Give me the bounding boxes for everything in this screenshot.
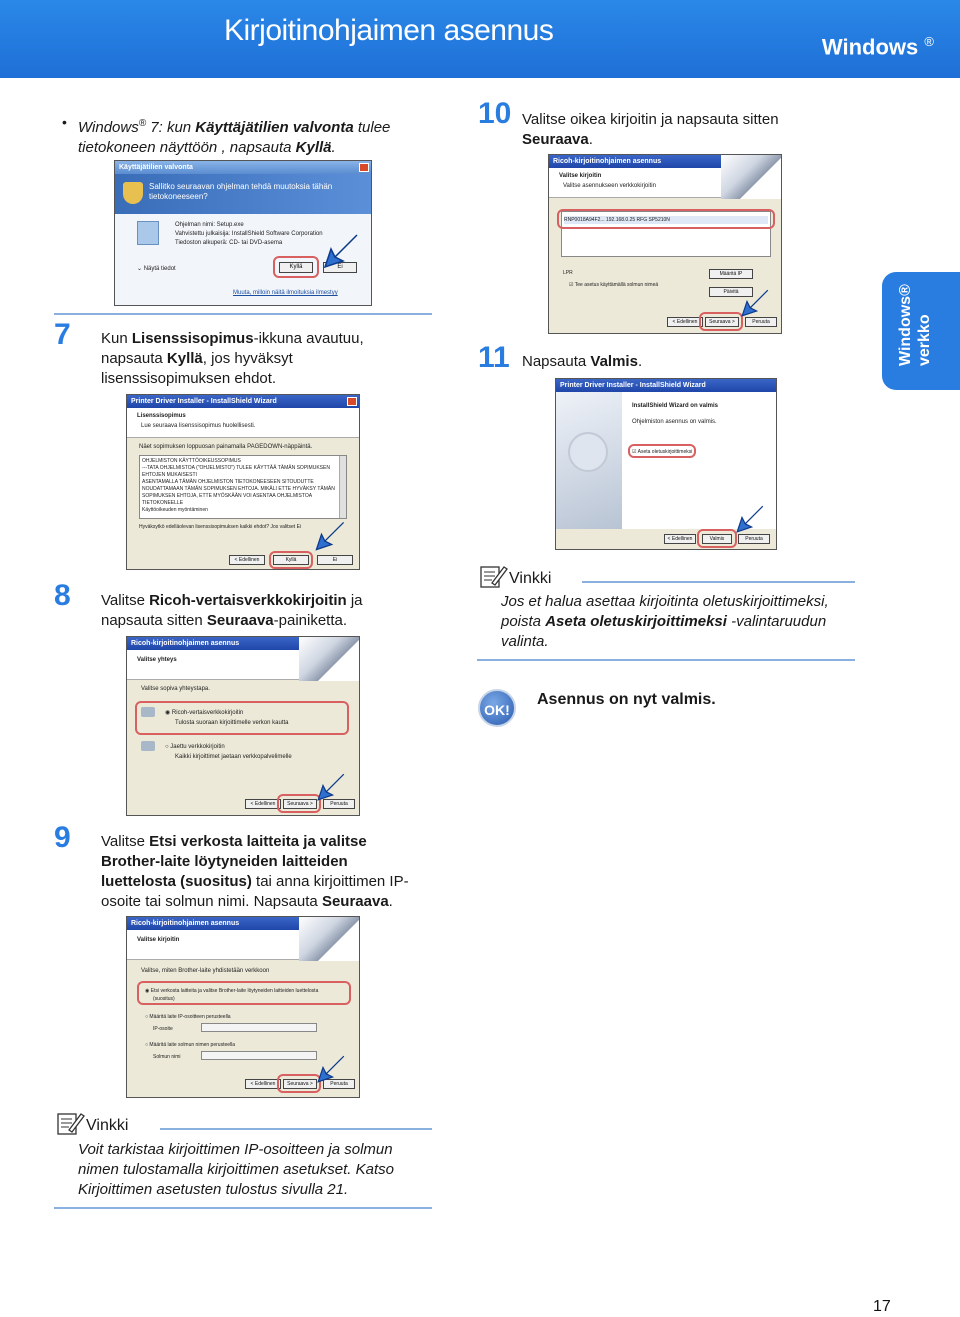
search-ip-label: IP-osoite [153,1026,173,1032]
finish-button[interactable]: Valmis [702,534,732,544]
note-pencil-icon [480,563,508,589]
step9-l3-c: tai anna kirjoittimen IP- [251,873,409,890]
refresh-button[interactable]: Päivitä [709,287,753,297]
step9-l4-a: osoite tai solmun nimi. Napsauta [101,893,322,910]
screenshot-finish [555,378,777,550]
step7-number: 7 [54,318,71,351]
screenshot-uac [114,160,372,306]
bullet-text-b: 7: kun [146,119,196,136]
license-titlebar [127,395,359,408]
step7-text [101,329,431,389]
license-scrollbar[interactable] [339,456,346,518]
tip1-l3: valinta. [501,633,549,650]
highlight-conn-opt1 [135,701,349,735]
finish-head: InstallShield Wizard on valmis [632,403,718,409]
license-question: Hyväksytkö edelläolevan lisenssisopimuksen kaikki ehdot? Jos valitset Ei [139,524,302,530]
license-hint: Näet sopimuksen loppuosan painamalla PAGEDOWN-näppäintä. [139,444,313,450]
step7-l1-a: Kun [101,330,132,347]
highlight-finish [697,529,737,548]
os-name: Windows [821,34,919,60]
search-opt3[interactable] [145,1041,235,1049]
highlight-select-next [699,312,743,331]
tip2-text [78,1140,438,1200]
printer-list-row[interactable]: RNP0018A94F2... 192.168.0.25 RFG SP5210N [564,216,768,224]
search-cancel-button[interactable]: Peruuta [323,1079,355,1089]
step7-l2-a: napsauta [101,350,167,367]
tip2-label: Vinkki [86,1117,129,1134]
uac-details-label: Näytä tiedot [143,266,176,272]
tip1-l2-a: poista [501,613,546,630]
page-curl [299,637,359,681]
step8-l1-c: ja [346,592,363,609]
step7-l2-b: Kyllä [166,350,203,367]
conn-opt2-sub: Kaikki kirjoittimet jaetaan verkkopalvelimelle [175,754,292,760]
step10-l1: Valitse oikea kirjoitin ja napsauta sitten [522,111,779,128]
side-tab-line2: verkko [916,314,933,366]
page-title: Kirjoitinohjaimen asennus [224,14,554,47]
step11-number: 11 [478,341,510,374]
step9-l4-c: . [388,893,393,910]
screenshot-connection [126,636,360,816]
license-body [142,458,335,514]
divider-7 [54,313,432,315]
set-ip-button[interactable]: Määritä IP [709,269,753,279]
search-head: Valitse kirjoitin [137,937,180,943]
bullet-text-c: tulee [353,119,391,136]
page-number: 17 [873,1298,891,1315]
highlight-license-yes [269,551,313,569]
step8-l1-a: Valitse [101,592,150,609]
bullet-text [78,114,438,158]
uac-no-button[interactable]: Ei [323,262,357,273]
uac-pub: Vahvistettu julkaisija: InstallShield Software Corporation [175,231,323,237]
bullet-text-a: Windows [78,119,139,136]
conn-opt1-sub: Tulosta suoraan kirjoittimelle verkon kautta [175,720,289,726]
step11-l1-c: . [637,353,643,370]
step9-number: 9 [54,821,71,854]
bullet-bold-b: Kyllä [295,139,332,156]
license-no-button[interactable]: Ei [317,555,353,565]
radio-icon: ○ [165,744,171,750]
uac-yes-button[interactable]: Kyllä [279,262,313,273]
search-opt2[interactable] [145,1013,231,1021]
uac-titlebar [115,161,371,174]
search-sub: Valitse, miten Brother-laite yhdistetään verkkoon [141,968,270,974]
node-name-input[interactable] [201,1051,317,1060]
license-body-5: NOUDATTAMAAN TÄMÄN SOPIMUKSEN EHTOJA. MIKÄLI ETTE HYVÄKSY TÄMÄN [142,486,335,492]
select-lpr-opt-label: Tee asetus käyttämällä solmun nimeä [574,282,659,288]
select-title: Ricoh-kirjoitinohjaimen asennus [553,158,662,165]
finish-titlebar [556,379,776,392]
tip2-l1: Voit tarkistaa kirjoittimen IP-osoitteen ja solmun [78,1141,393,1158]
screenshot-search [126,916,360,1098]
license-body-7: TIETOKONEELLE [142,500,184,506]
pointer-arrow-icon [321,231,361,271]
bullet-mark: ® [138,118,147,129]
side-tab [882,272,960,390]
search-title: Ricoh-kirjoitinohjaimen asennus [131,920,240,927]
bullet-line2-a: tietokoneen näyttöön , napsauta [78,139,296,156]
pointer-arrow-icon [734,503,766,535]
shield-icon [123,182,143,204]
tip1-l1: Jos et halua asettaa kirjoitinta oletuskirjoittimeksi, [501,593,829,610]
license-banner [127,408,359,438]
conn-title: Ricoh-kirjoitinohjaimen asennus [131,640,240,647]
select-sub: Valitse asennukseen verkkokirjoitin [563,183,656,189]
license-body-1: OHJELMISTON KÄYTTÖOIKEUSSOPIMUS [142,458,241,464]
search-node-label: Solmun nimi [153,1054,181,1060]
checkbox-checked-icon: ☑ [632,449,638,455]
side-tab-text [896,276,934,366]
tip1-l2-c: -valintaruudun [726,613,827,630]
search-opt1-label: Etsi verkosta laitteita ja valitse Brother-laite löytyneiden laitteiden luettelosta [150,988,319,994]
tip2-l3: Kirjoittimen asetusten tulostus sivulla 21. [78,1181,349,1198]
bullet-line2-end: . [331,139,336,156]
uac-details[interactable] [137,265,176,273]
pointer-arrow-icon [739,287,771,319]
license-head: Lisenssisopimus [137,413,186,419]
search-next-button[interactable]: Seuraava > [283,1079,317,1089]
license-body-6: SOPIMUKSEN EHTOJA, ETTE MYÖSKÄÄN VOI ASENTAA OHJELMISTOA [142,493,313,499]
radio-selected-icon: ◉ [145,988,151,994]
license-back-button[interactable]: < Edellinen [229,555,265,565]
select-next-button[interactable]: Seuraava > [705,317,739,327]
bullet-symbol: • [62,114,67,130]
radio-icon: ○ [145,1014,150,1020]
side-tab-line1: Windows® [897,284,914,366]
step10-l2-c: . [588,131,593,148]
search-opt3-label: Määritä laite solmun nimen perusteella [149,1042,236,1048]
highlight-search-opt1 [137,981,351,1005]
step8-text [101,591,431,631]
uac-src: Tiedoston alkuperä: CD- tai DVD-asema [175,240,283,246]
uac-link[interactable]: Muuta, milloin näitä ilmoituksia ilmestyy [233,290,338,296]
search-back-button[interactable]: < Edellinen [245,1079,281,1089]
step9-l2-b: Brother-laite löytyneiden laitteiden [101,853,348,870]
conn-opt1-label: Ricoh-vertaisverkkokirjoitin [171,710,244,716]
step11-l1-b: Valmis [590,353,638,370]
checkbox-checked-icon: ☑ [569,282,575,288]
highlight-default-printer [628,444,696,458]
uac-title: Käyttäjätilien valvonta [119,164,193,171]
step8-number: 8 [54,579,71,612]
step7-l1-c: -ikkuna avautuu, [253,330,364,347]
wizard-side-graphic [556,392,622,529]
step9-l4-b: Seuraava [321,893,389,910]
radio-icon: ○ [145,1042,150,1048]
step8-l2-a: napsauta sitten [101,612,207,629]
uac-question-1: Sallitko seuraavan ohjelman tehdä muutoksia tähän [149,182,333,191]
pointer-arrow-icon [313,519,347,553]
ok-badge: OK! [478,689,516,727]
tip1-l2-b: Aseta oletuskirjoittimeksi [545,613,727,630]
step9-text [101,832,441,912]
step9-l3-b: luettelosta (suositus) [101,873,252,890]
highlight-printer-row [557,209,775,229]
page-header [0,0,960,78]
shared-printer-icon [141,741,155,751]
license-yes-button[interactable]: Kyllä [273,555,309,565]
conn-opt2[interactable] [165,743,225,751]
conn-sub: Valitse sopiva yhteystapa. [141,686,210,692]
finish-check-label: Aseta oletuskirjoittimeksi [637,449,693,455]
tip2-line-top [160,1128,432,1130]
step7-l2-c: , jos hyväksyt [202,350,293,367]
conn-cancel-button[interactable]: Peruuta [323,799,355,809]
tip1-line-top [582,581,855,583]
wizard-logo-icon [568,432,608,472]
step7-l3: lisenssisopimuksen ehdot. [101,370,277,387]
tip1-line-bottom [477,659,855,661]
step11-l1-a: Napsauta [522,353,591,370]
screenshot-license [126,394,360,570]
pointer-arrow-icon [315,771,347,803]
page-curl [299,917,359,961]
step11-text [522,352,822,372]
step8-l2-b: Seuraava [206,612,274,629]
select-cancel-button[interactable]: Peruuta [745,317,777,327]
tip1-text [501,592,861,652]
registered-mark: ® [924,34,934,49]
license-sub: Lue seuraava lisenssisopimus huolellisesti. [141,423,256,429]
search-opt1-sub: (suositus) [153,996,175,1002]
select-head: Valitse kirjoitin [559,173,602,179]
radio-selected-icon: ◉ [165,710,172,716]
step10-number: 10 [478,97,512,130]
finish-back-button[interactable]: < Edellinen [664,534,696,544]
license-body-4: ASENTAMALLA TÄMÄN OHJELMISTON TIETOKONEESEEN SITOUDUTTE [142,479,314,485]
ok-text: Asennus on nyt valmis. [537,691,716,708]
chevron-down-icon: ⌄ [137,266,144,272]
step9-l1-a: Valitse [101,833,150,850]
conn-head: Valitse yhteys [137,657,177,663]
tip2-l2: nimen tulostamalla kirjoittimen asetukset. Katso [78,1161,394,1178]
conn-next-button[interactable]: Seuraava > [283,799,317,809]
conn-back-button[interactable]: < Edellinen [245,799,281,809]
uac-prog: Ohjelman nimi: Setup.exe [175,222,244,228]
finish-title: Printer Driver Installer - InstallShield Wizard [560,382,706,389]
license-body-3: EHTOJEN MUKAISESTI [142,472,197,478]
license-body-2: ---TATA OHJELMISTOA ("OHJELMISTO") TULEE KÄYTTÄÄ TÄMÄN SOPIMUKSEN [142,465,330,471]
license-title: Printer Driver Installer - InstallShield Wizard [131,398,277,405]
finish-sub: Ohjelmiston asennus on valmis. [632,419,717,425]
note-pencil-icon [57,1110,85,1136]
search-opt2-label: Määritä laite IP-osoitteen perusteella [149,1014,231,1020]
bullet-bold-a: Käyttäjätilien valvonta [195,119,354,136]
close-icon [347,397,357,406]
select-lpr-opt[interactable] [569,281,658,289]
step10-l2-b: Seuraava [522,131,589,148]
license-body-8: Käyttöoikeuden myöntäminen [142,507,208,513]
step8-l1-b: Ricoh-vertaisverkkokirjoitin [149,592,347,609]
uac-question [149,182,332,202]
tip2-line-bottom [54,1207,432,1209]
uac-banner [115,174,371,214]
tip1-label: Vinkki [509,570,552,587]
finish-cancel-button[interactable]: Peruuta [738,534,770,544]
os-label [822,34,934,60]
ip-address-input[interactable] [201,1023,317,1032]
step8-l2-c: -painiketta. [273,612,348,629]
pointer-arrow-icon [315,1053,347,1085]
page-curl [721,155,781,199]
close-icon [359,163,369,172]
uac-question-2: tietokoneeseen? [149,192,208,201]
select-lpr: LPR [563,270,573,276]
highlight-yes [273,256,319,278]
conn-opt2-label: Jaettu verkkokirjoitin [170,744,225,750]
select-back-button[interactable]: < Edellinen [667,317,703,327]
step9-l1-b: Etsi verkosta laitteita ja valitse [149,833,367,850]
program-icon [137,221,159,245]
screenshot-select-printer [548,154,782,334]
step10-text [522,110,842,150]
license-textbox[interactable] [139,455,347,519]
step7-l1-b: Lisenssisopimus [131,330,254,347]
